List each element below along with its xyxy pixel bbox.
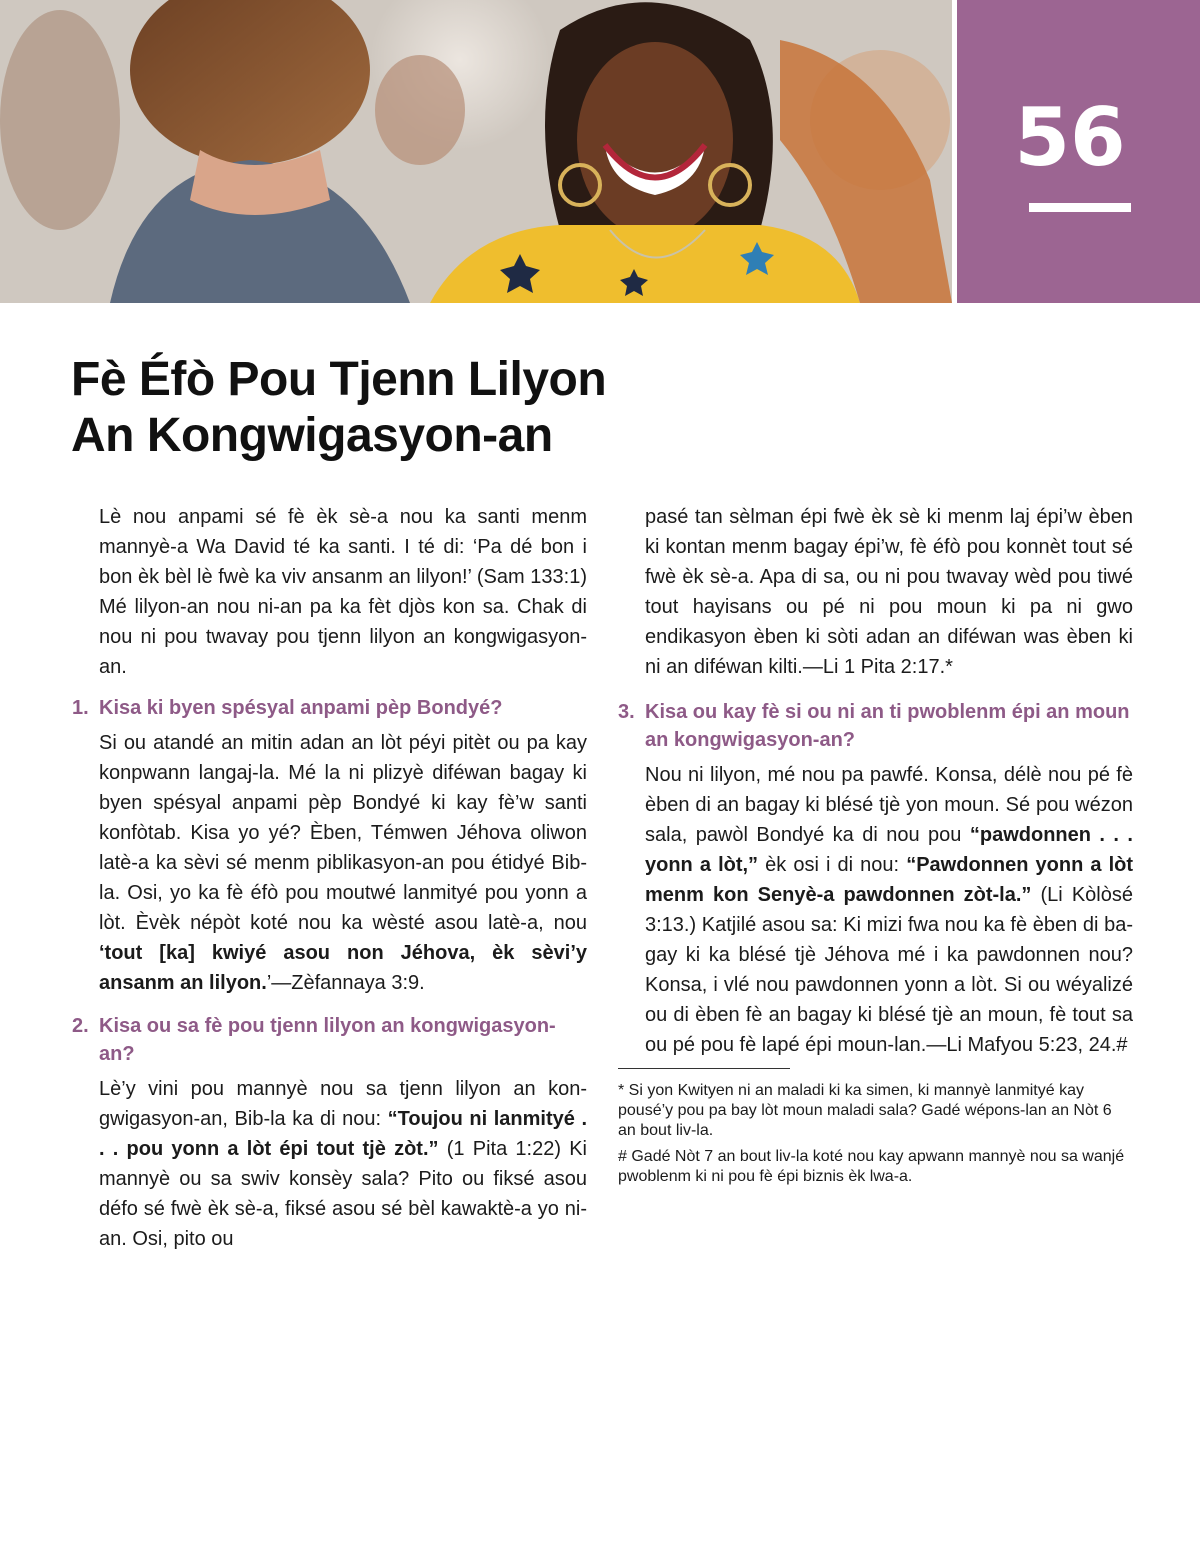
question-2-number: 2. bbox=[72, 1015, 89, 1037]
hero-photo bbox=[0, 0, 952, 303]
section-2-text-a: Lè’y vini pou mannyè nou sa tjenn lilyon an kongwigasyon-an, Bib-la ka di nou: bbox=[99, 1078, 587, 1130]
section-1-paragraph bbox=[72, 728, 587, 998]
chapter-badge bbox=[957, 0, 1200, 303]
question-1 bbox=[72, 694, 587, 722]
chapter-underline bbox=[1029, 203, 1131, 212]
title-line-1: Fè Éfò Pou Tjenn Lilyon bbox=[71, 353, 607, 406]
section-2-bold-quote: “Toujou ni lanmityé . . . pou yonn a lòt épi tout tjè zòt.” bbox=[99, 1108, 587, 1160]
hero-illustration bbox=[0, 0, 952, 303]
intro-paragraph: Lè nou anpami sé fè èk sè-a nou ka santi menm mannyè-a Wa David té ka santi. I té di: ‘Pa dé bon i bon èk bèl lè fwè ka viv ansanm an lilyon!’ (Sam 133:1) Mé lilyon-an nou ni-an pa ka fèt djòs kon sa. Chak di nou ni pou twavay pou tjenn lilyon an kongwigasyon-an. bbox=[99, 506, 587, 678]
question-3-text: Kisa ou kay fè si ou ni an ti pwoblenm épi an moun an kongwigasyon-an? bbox=[645, 701, 1130, 751]
footnote-2: # Gadé Nòt 7 an bout liv-la koté nou kay apwann mannyè nou sa wanjé pwoblenm ki ni pou fè épi biznis èk lwa-a. bbox=[618, 1148, 1125, 1185]
question-2 bbox=[72, 1012, 587, 1068]
section-3-text-b: èk osi i di nou: bbox=[758, 854, 907, 876]
question-1-text: Kisa ki byen spésyal anpami pèp Bondyé? bbox=[99, 697, 503, 719]
column-left bbox=[72, 502, 587, 1254]
column-right bbox=[618, 502, 1133, 1193]
question-3 bbox=[618, 698, 1133, 754]
section-1-bold-quote: ‘tout [ka] kwiyé asou non Jéhova, èk sèvi’y ansanm an lilyon. bbox=[99, 942, 587, 994]
footnote-1: * Si yon Kwityen ni an maladi ki ka simen, ki mannyè lanmityé kay pousé’y pou pa bay lòt moun maladi sala? Gadé wépons-lan an Nòt 6 an bout liv-la. bbox=[618, 1082, 1112, 1139]
section-1-text-a: Si ou atandé an mitin adan an lòt péyi pitèt ou pa kay konpwann langaj-la. Mé la ni plizyè diféwan bagay ki byen spésyal anpami pèp Bondyé ki kay fè’w santi konfòtab. Kisa yo yé? Èben, Témwen Jéhova oliwon latè-a ka sèvi sé menm piblikasyon-an pou étidyé Bib-la. Osi, yo ka fè éfò pou moutwé lanmityé pou yonn a lòt. Èvèk népòt koté nou ka wèsté asou latè-a, nou bbox=[99, 732, 587, 934]
page-title bbox=[71, 352, 871, 464]
section-3-bold-quote-1: “pawdonnen . . . yonn a lòt,” bbox=[645, 824, 1133, 876]
section-3-paragraph bbox=[618, 760, 1133, 1060]
section-3-bold-quote-2: “Pawdonnen yonn a lòt menm kon Senyè-a pawdonnen zòt-la.” bbox=[645, 854, 1134, 906]
section-2-paragraph bbox=[72, 1074, 587, 1254]
section-2-text-b: (1 Pita 1:22) Ki mannyè ou sa swiv konsèy sala? Pito ou fiksé asou défo sé fwè èk sè-a, fiksé asou sé bèl kawaktè-a yo ni-an. Osi, pito ou bbox=[99, 1138, 587, 1250]
title-line-2: An Kongwigasyon-an bbox=[71, 409, 553, 462]
question-2-text: Kisa ou sa fè pou tjenn lilyon an kongwigasyon-an? bbox=[99, 1015, 556, 1065]
section-3-text-a: Nou ni lilyon, mé nou pa pawfé. Konsa, délè nou pé fè èben di an bagay ki blésé tjè yon moun. Sé pou wézon sala, pawòl Bondyé ka di nou pou bbox=[645, 764, 1133, 846]
footnote-divider bbox=[618, 1068, 790, 1069]
section-1-text-b: ’—Zèfannaya 3:9. bbox=[266, 972, 425, 994]
section-2-paragraph-continued: pasé tan sèlman épi fwè èk sè ki menm laj épi’w èben ki kontan menm bagay épi’w, fè éfò pou konnèt tout sé fwè èk sè-a. Apa di sa, ou ni pou twavay wèd pou tiwé tout hayisans ou pé ni pou moun ki pa ni gwo endikasyon èben ki sòti adan an diféwan was èben ki ni an diféwan kilti.—Li 1 Pita 2:17.* bbox=[645, 506, 1133, 678]
chapter-number: 56 bbox=[1014, 91, 1126, 184]
section-3-text-c: (Li Kòlòsé 3:13.) Katjilé asou sa: Ki mizi fwa nou ka fè èben di bagay ki ka blésé tjè Jéhova mé i ka pawdonnen nou? Konsa, i vlé nou pawdonnen yonn a lòt. Si ou wéyalizé ou di èben fè an bagay ki blésé tjè an moun, fè tout sa ou pé pou fè lapé épi moun-lan.—Li Mafyou 5:23, 24.# bbox=[645, 884, 1133, 1056]
question-1-number: 1. bbox=[72, 697, 89, 719]
question-3-number: 3. bbox=[618, 701, 635, 723]
